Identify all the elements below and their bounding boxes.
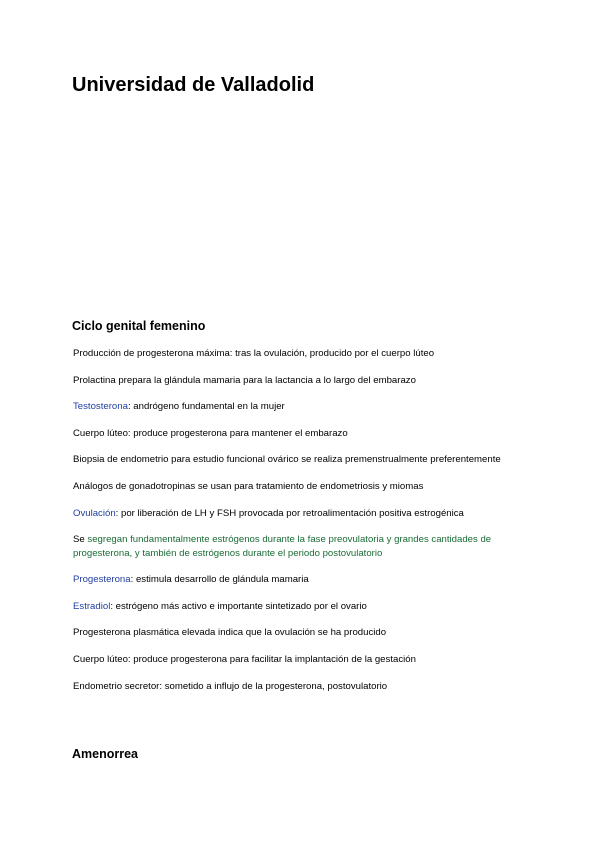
list-item xyxy=(73,573,543,586)
section-heading-amenorrea: Amenorrea xyxy=(72,747,138,761)
item-text: Prolactina prepara la glándula mamaria para la lactancia a lo largo del embarazo xyxy=(73,374,416,386)
item-text: Cuerpo lúteo: produce progesterona para facilitar la implantación de la gestación xyxy=(73,653,416,665)
section-heading-ciclo-genital: Ciclo genital femenino xyxy=(72,319,206,333)
item-text: : por liberación de LH y FSH provocada por retroalimentación positiva estrogénica xyxy=(115,507,464,519)
list-item xyxy=(73,680,543,693)
item-text: : estimula desarrollo de glándula mamaria xyxy=(130,574,309,586)
list-item xyxy=(73,347,543,360)
item-text: : andrógeno fundamental en la mujer xyxy=(127,401,285,413)
list-item xyxy=(73,600,543,613)
item-text: : estrógeno más activo e importante sintetizado por el ovario xyxy=(110,600,367,612)
list-item xyxy=(73,507,543,520)
list-item xyxy=(73,626,543,639)
item-term: Estradiol xyxy=(73,600,111,612)
item-lead: Se xyxy=(73,534,88,546)
list-item xyxy=(73,653,543,666)
item-text: Biopsia de endometrio para estudio funcional ovárico se realiza premenstrualmente preferentemente xyxy=(73,454,501,466)
item-text: Progesterona plasmática elevada indica que la ovulación se ha producido xyxy=(73,627,387,639)
list-item xyxy=(73,480,543,493)
ciclo-genital-list xyxy=(73,347,543,706)
item-term: Ovulación xyxy=(73,507,116,519)
item-text: Producción de progesterona máxima: tras la ovulación, producido por el cuerpo lúteo xyxy=(73,348,435,359)
item-term: Progesterona xyxy=(73,574,131,586)
item-text: Cuerpo lúteo: produce progesterona para mantener el embarazo xyxy=(73,427,348,439)
item-text: Endometrio secretor: sometido a influjo de la progesterona, postovulatorio xyxy=(73,680,388,692)
list-item xyxy=(73,374,543,387)
list-item xyxy=(73,400,543,413)
list-item xyxy=(73,533,543,560)
list-item xyxy=(73,427,543,440)
item-term: Testosterona xyxy=(73,401,128,413)
list-item xyxy=(73,453,543,466)
item-highlight-text: segregan fundamentalmente estrógenos durante la fase preovulatoria y grandes cantidades de progesterona, y también de estrógenos durante el periodo postovulatorio xyxy=(73,534,492,559)
page-title: Universidad de Valladolid xyxy=(72,74,315,96)
item-text: Análogos de gonadotropinas se usan para tratamiento de endometriosis y miomas xyxy=(73,480,424,492)
